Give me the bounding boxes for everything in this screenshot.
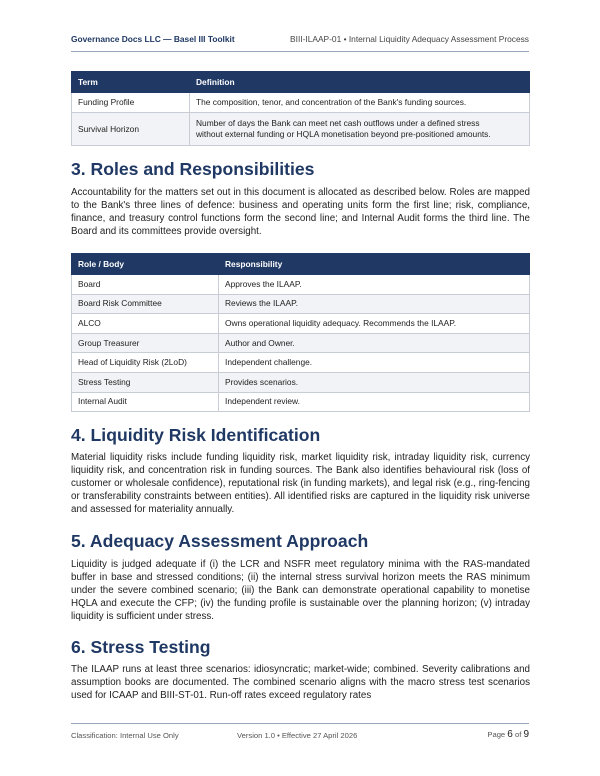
column-header-term: Term <box>72 72 190 93</box>
table-row <box>72 113 530 146</box>
footer-classification: Classification: Internal Use Only <box>71 731 179 740</box>
roles-table <box>71 253 530 412</box>
footer-divider <box>71 723 529 724</box>
responsibility-cell: Author and Owner. <box>219 333 530 353</box>
section-body-roles: Accountability for the matters set out in this document is allocated as described below. Roles are mapped to the Bank's three lines of defence: business and operating units form the first line; risk, compliance, finance, and treasury control functions form the second line; and Internal Audit forms the third line. The Board and its committees provide oversight. <box>71 187 530 237</box>
responsibility-cell: Owns operational liquidity adequacy. Recommends the ILAAP. <box>219 314 530 334</box>
role-cell: ALCO <box>72 314 219 334</box>
role-cell: Board Risk Committee <box>72 294 219 314</box>
section-heading-stress-testing: 6. Stress Testing <box>71 637 211 657</box>
table-row <box>72 93 530 113</box>
section-heading-roles: 3. Roles and Responsibilities <box>71 159 315 179</box>
definitions-table <box>71 71 530 146</box>
table-row <box>72 392 530 412</box>
page-header <box>71 34 529 50</box>
responsibility-cell: Approves the ILAAP. <box>219 275 530 295</box>
role-cell: Board <box>72 275 219 295</box>
section-body-risk-identification: Material liquidity risks include funding liquidity risk, market liquidity risk, intraday liquidity risk, currency liquidity risk, and concentration risk in funding sources. The Bank also identifies behavioural risk (loss of customer or wholesale confidence), reputational risk (in funding markets), and legal risk (e.g., ring-fencing or transferability constraints between entities). All identified risks are captured in the liquidity risk universe and assessed for materiality annually. <box>71 452 530 515</box>
table-row <box>72 294 530 314</box>
definition-cell: The composition, tenor, and concentration of the Bank's funding sources. <box>190 93 530 113</box>
term-cell: Survival Horizon <box>72 113 190 146</box>
page-of: of <box>514 730 522 739</box>
column-header-definition: Definition <box>190 72 530 93</box>
header-divider <box>71 51 529 52</box>
table-row <box>72 333 530 353</box>
responsibility-cell: Reviews the ILAAP. <box>219 294 530 314</box>
table-header-row <box>72 72 530 93</box>
table-row <box>72 314 530 334</box>
role-cell: Internal Audit <box>72 392 219 412</box>
footer-page-number <box>487 729 529 740</box>
definition-line: Number of days the Bank can meet net cash outflows under a defined stress <box>196 118 480 128</box>
page-total: 9 <box>523 729 529 740</box>
definition-cell <box>190 113 530 146</box>
responsibility-cell: Independent review. <box>219 392 530 412</box>
header-brand: Governance Docs LLC — Basel III Toolkit <box>71 34 235 44</box>
responsibility-cell: Independent challenge. <box>219 353 530 373</box>
page-label: Page <box>487 730 506 739</box>
role-cell: Stress Testing <box>72 372 219 392</box>
footer-version: Version 1.0 • Effective 27 April 2026 <box>237 731 358 740</box>
table-row <box>72 353 530 373</box>
responsibility-cell: Provides scenarios. <box>219 372 530 392</box>
role-cell: Group Treasurer <box>72 333 219 353</box>
term-cell: Funding Profile <box>72 93 190 113</box>
header-doc-ref: BIII-ILAAP-01 • Internal Liquidity Adequacy Assessment Process <box>290 34 529 44</box>
role-cell: Head of Liquidity Risk (2LoD) <box>72 353 219 373</box>
table-row <box>72 275 530 295</box>
table-header-row <box>72 254 530 275</box>
section-body-stress-testing: The ILAAP runs at least three scenarios: idiosyncratic; market-wide; combined. Severity calibrations and assumption books are documented. The combined scenario aligns with the macro stress test scenarios used for ICAAP and BIII-ST-01. Run-off rates exceed regulatory rates <box>71 664 530 701</box>
column-header-role: Role / Body <box>72 254 219 275</box>
column-header-responsibility: Responsibility <box>219 254 530 275</box>
section-heading-adequacy-approach: 5. Adequacy Assessment Approach <box>71 531 369 551</box>
table-row <box>72 372 530 392</box>
definition-line: without external funding or HQLA monetisation beyond pre-positioned amounts. <box>196 129 491 139</box>
page-current: 6 <box>507 729 513 740</box>
section-heading-risk-identification: 4. Liquidity Risk Identification <box>71 425 321 445</box>
section-body-adequacy-approach: Liquidity is judged adequate if (i) the LCR and NSFR meet regulatory minima with the RAS-mandated buffer in base and stressed conditions; (ii) the internal stress survival horizon meets the RAS minimum under the severe combined scenario; (iii) the Bank can demonstrate operational capability to monetise HQLA and execute the CFP; (iv) the funding profile is sustainable over the planning horizon; (v) intraday liquidity is sufficient under stress. <box>71 559 530 622</box>
